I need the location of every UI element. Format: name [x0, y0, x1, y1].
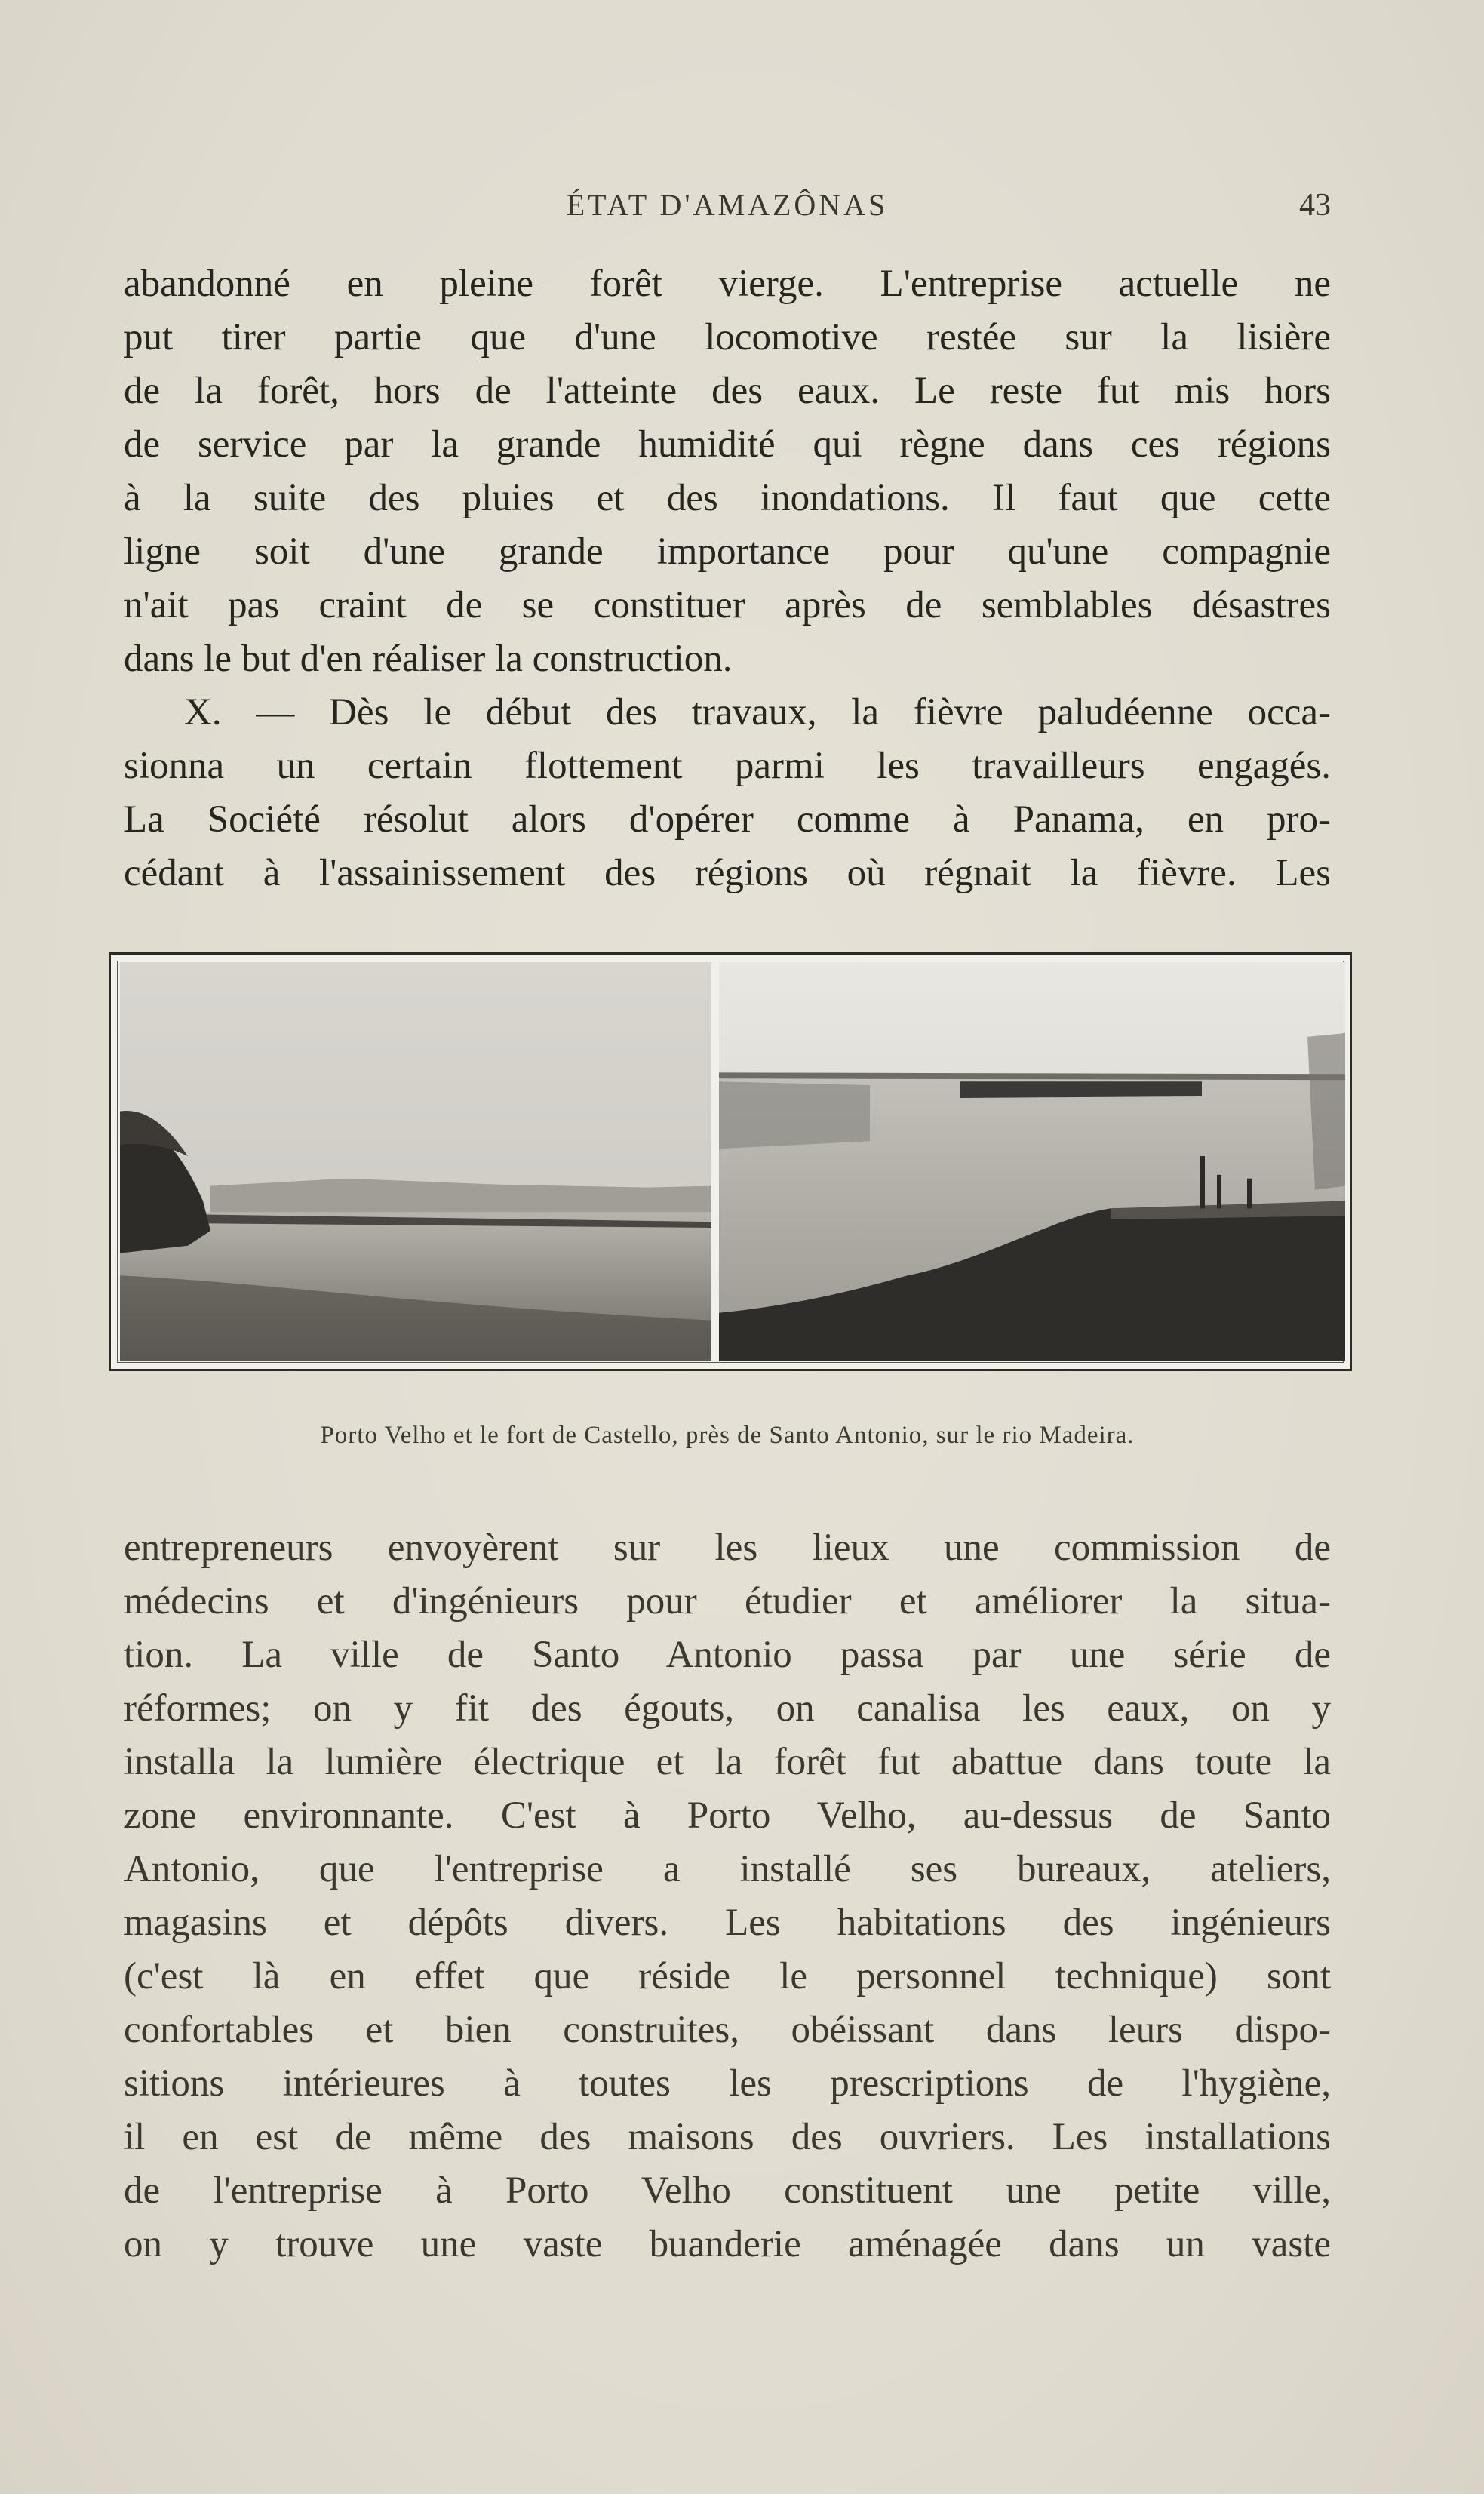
text-line: entrepreneurs envoyèrent sur les lieux une commission de [124, 1527, 1331, 1569]
running-title: ÉTAT D'AMAZÔNAS [566, 188, 889, 222]
text-line: cédant à l'assainissement des régions où régnait la fièvre. Les [124, 852, 1331, 894]
text-line: installa la lumière électrique et la forêt fut abattue dans toute la [124, 1741, 1331, 1783]
text-line: réformes; on y fit des égouts, on canalisa les eaux, on y [124, 1687, 1331, 1730]
text-line: put tirer partie que d'une locomotive restée sur la lisière [124, 316, 1331, 358]
figure-photograph [109, 952, 1352, 1371]
text-line: médecins et d'ingénieurs pour étudier et améliorer la situa- [124, 1580, 1331, 1622]
page-number: 43 [1299, 188, 1331, 223]
text-line: La Société résolut alors d'opérer comme à Panama, en pro- [124, 798, 1331, 841]
text-line: magasins et dépôts divers. Les habitations des ingénieurs [124, 1902, 1331, 1944]
text-line: on y trouve une vaste buanderie aménagée dans un vaste [124, 2223, 1331, 2265]
text-line: sionna un certain flottement parmi les travailleurs engagés. [124, 745, 1331, 787]
text-line: à la suite des pluies et des inondations. Il faut que cette [124, 477, 1331, 519]
text-line: tion. La ville de Santo Antonio passa par une série de [124, 1634, 1331, 1676]
text-line: dans le but d'en réaliser la construction. [124, 638, 733, 680]
photo-fort-castello [719, 962, 1345, 1361]
running-head [124, 187, 1331, 232]
text-line: X. — Dès le début des travaux, la fièvre paludéenne occa- [184, 691, 1331, 733]
text-line: Antonio, que l'entreprise a installé ses bureaux, ateliers, [124, 1848, 1331, 1890]
text-line: il en est de même des maisons des ouvriers. Les installations [124, 2116, 1331, 2158]
body-text-lower [124, 1521, 1331, 2271]
text-line: de service par la grande humidité qui règne dans ces régions [124, 423, 1331, 466]
text-line: ligne soit d'une grande importance pour qu'une compagnie [124, 530, 1331, 573]
text-line: (c'est là en effet que réside le personnel technique) sont [124, 1955, 1331, 1997]
text-line: de l'entreprise à Porto Velho constituent une petite ville, [124, 2170, 1331, 2212]
text-line: abandonné en pleine forêt vierge. L'entreprise actuelle ne [124, 263, 1331, 305]
body-text-upper [124, 257, 1331, 900]
figure-caption: Porto Velho et le fort de Castello, près de Santo Antonio, sur le rio Madeira. [320, 1422, 1135, 1449]
text-line: n'ait pas craint de se constituer après de semblables désastres [124, 584, 1331, 626]
text-line: zone environnante. C'est à Porto Velho, au-dessus de Santo [124, 1794, 1331, 1837]
text-line: sitions intérieures à toutes les prescriptions de l'hygiène, [124, 2062, 1331, 2105]
text-line: de la forêt, hors de l'atteinte des eaux. Le reste fut mis hors [124, 370, 1331, 412]
photo-porto-velho [120, 962, 711, 1361]
text-line: confortables et bien construites, obéissant dans leurs dispo- [124, 2009, 1331, 2051]
